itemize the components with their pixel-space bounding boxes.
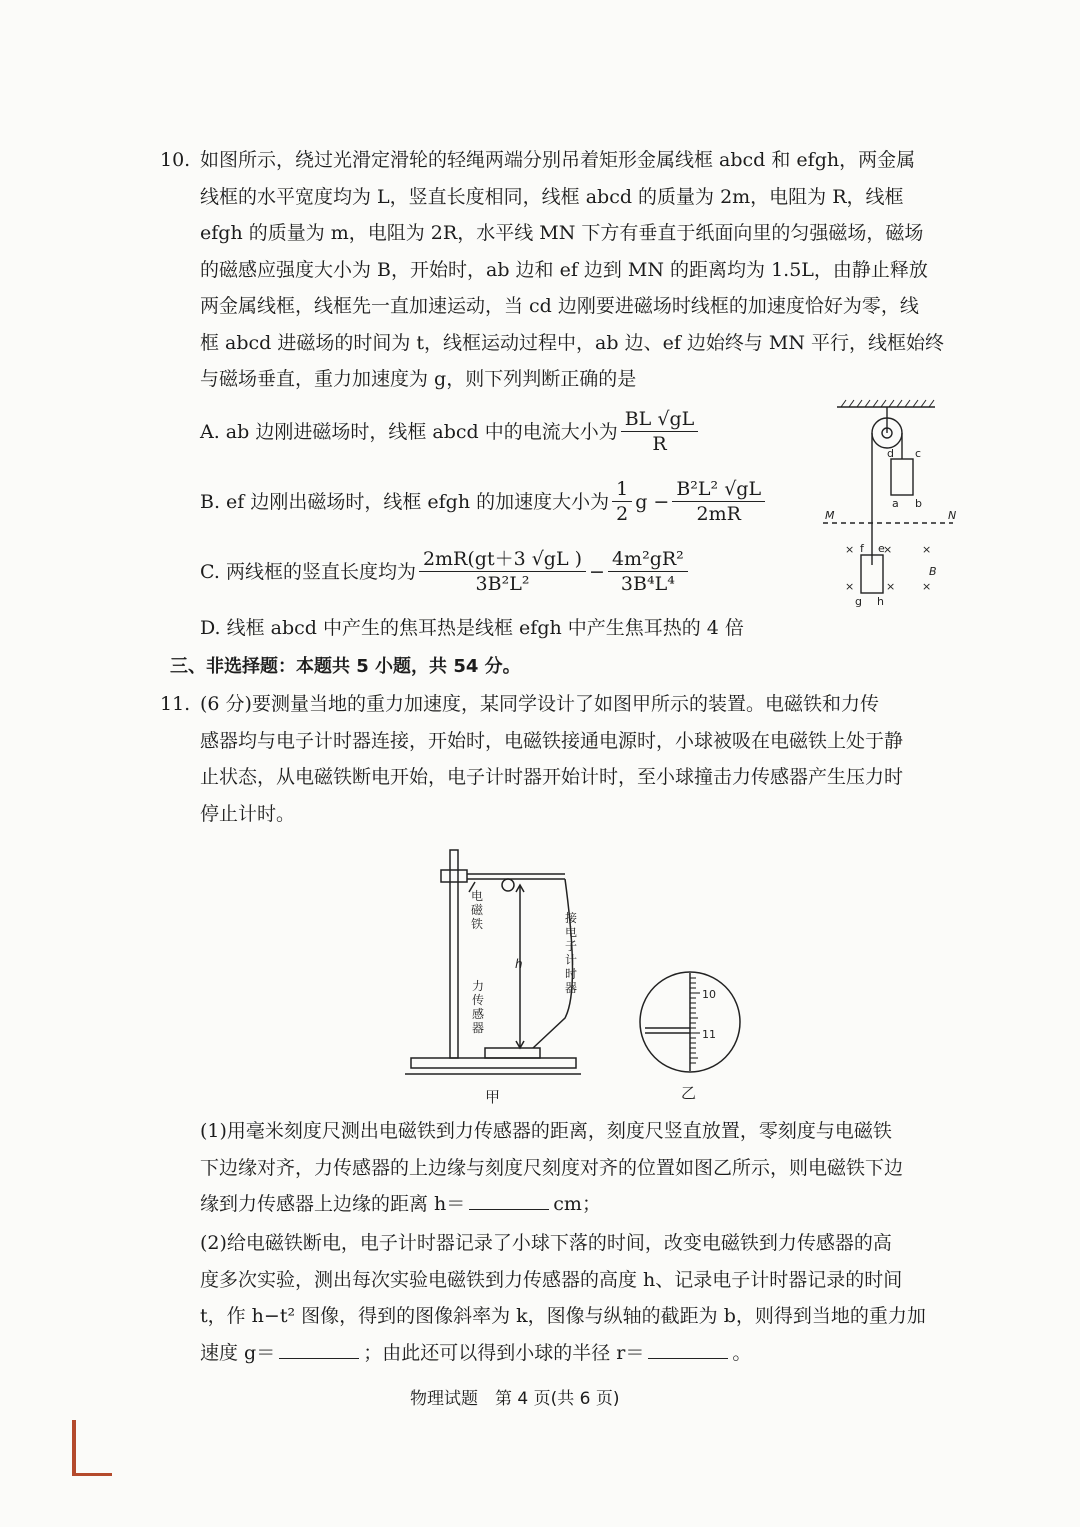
magnetic-field-crosses — [845, 543, 931, 593]
fraction-denominator: 2 — [616, 503, 629, 525]
option-b-fraction-2 — [672, 478, 765, 525]
label-g: g — [855, 595, 862, 608]
h-label: h — [515, 957, 523, 971]
q11-part2 — [200, 1225, 970, 1371]
q11-part1 — [200, 1113, 970, 1223]
magnet-label: 电磁铁 — [471, 889, 484, 931]
svg-text:×: × — [845, 543, 855, 556]
q10-line: 两金属线框，线框先一直加速运动，当 cd 边刚要进磁场时线框的加速度恰好为零，线 — [200, 295, 919, 317]
part2-line: (2)给电磁铁断电，电子计时器记录了小球下落的时间，改变电磁铁到力传感器的高 — [200, 1232, 892, 1254]
part2-text: ；由此还可以得到小球的半径 r＝ — [363, 1341, 645, 1364]
q10-line: 框 abcd 进磁场的时间为 t，线框运动过程中，ab 边、ef 边始终与 MN 平行，线框始终 — [200, 331, 945, 354]
figure-jia — [405, 840, 585, 1105]
part2-line: 度多次实验，测出每次实验电磁铁到力传感器的高度 h、记录电子计时器记录的时间 — [200, 1268, 903, 1291]
label-c: c — [915, 447, 922, 460]
option-c-fraction-2 — [608, 548, 688, 595]
fraction-denominator: 3B²L² — [475, 573, 530, 595]
fraction-numerator: 4m²gR² — [608, 548, 688, 572]
option-b-g: g − — [635, 490, 670, 513]
tick-11-label: 11 — [702, 1028, 716, 1041]
answer-blank-h[interactable] — [469, 1191, 549, 1210]
option-c-text: C. 两线框的竖直长度均为 — [200, 560, 416, 583]
q10-line: efgh 的质量为 m，电阻为 2R，水平线 MN 下方有垂直于纸面向里的匀强磁场，磁场 — [200, 222, 924, 244]
label-n: N — [948, 509, 957, 522]
option-c-minus: − — [589, 560, 605, 583]
part1-line: (1)用毫米刻度尺测出电磁铁到力传感器的距离，刻度尺竖直放置，零刻度与电磁铁 — [200, 1120, 892, 1142]
fraction-numerator: BL √gL — [621, 408, 699, 432]
q11-stem — [200, 686, 970, 832]
q10-option-b — [200, 478, 768, 525]
label-b: b — [915, 497, 922, 510]
base-board — [411, 1058, 576, 1068]
scan-edge-mark — [72, 1420, 76, 1475]
caption-yi: 乙 — [681, 1084, 697, 1102]
label-d: d — [887, 447, 894, 460]
part2-text: 。 — [732, 1341, 752, 1364]
label-f: f — [860, 542, 864, 555]
fraction-denominator: 2mR — [696, 503, 741, 525]
fraction-numerator: 1 — [612, 478, 632, 502]
timer-label: 接电子计时器 — [565, 911, 578, 995]
part1-text: 缘到力传感器上边缘的距离 h＝ — [200, 1193, 466, 1215]
part2-line: t，作 h−t² 图像，得到的图像斜率为 k，图像与纵轴的截距为 b，则得到当地的重力加 — [200, 1305, 926, 1327]
svg-text:×: × — [883, 543, 893, 556]
page-footer: 物理试题 第 4 页(共 6 页) — [410, 1389, 620, 1409]
scan-edge-mark-bottom — [72, 1473, 112, 1476]
q10-option-c — [200, 548, 691, 595]
q11-line: (6 分)要测量当地的重力加速度，某同学设计了如图甲所示的装置。电磁铁和力传 — [200, 693, 879, 715]
option-a-fraction — [621, 408, 699, 455]
q11-number: 11. — [160, 693, 191, 715]
q10-line: 如图所示，绕过光滑定滑轮的轻绳两端分别吊着矩形金属线框 abcd 和 efgh，两金属 — [200, 149, 916, 171]
svg-text:×: × — [886, 580, 896, 593]
fraction-denominator: 3B⁴L⁴ — [620, 573, 675, 595]
option-c-fraction-1 — [419, 548, 586, 595]
answer-blank-g[interactable] — [279, 1340, 359, 1359]
part2-line — [200, 1335, 970, 1372]
stand-rod — [450, 850, 458, 1058]
part1-line — [200, 1186, 970, 1223]
svg-text:×: × — [922, 543, 932, 556]
answer-blank-r[interactable] — [648, 1340, 728, 1359]
tick-10-label: 10 — [702, 988, 716, 1001]
figure-yi — [635, 970, 750, 1105]
part1-unit: cm； — [553, 1193, 601, 1215]
fraction-denominator: R — [652, 433, 667, 455]
q10-number: 10. — [160, 149, 191, 171]
label-b-field: B — [929, 565, 937, 578]
clamp — [441, 870, 467, 882]
svg-text:×: × — [922, 580, 932, 593]
force-sensor — [485, 1048, 540, 1058]
ruler-ticks — [690, 978, 700, 1063]
q10-option-d: D. 线框 abcd 中产生的焦耳热是线框 efgh 中产生焦耳热的 4 倍 — [200, 617, 744, 639]
q11-line: 停止计时。 — [200, 802, 296, 825]
q10-option-a — [200, 408, 701, 455]
label-e: e — [878, 542, 885, 555]
fraction-numerator: 2mR(gt＋3 √gL ) — [419, 548, 586, 572]
ball — [502, 879, 514, 891]
q11-line: 止状态，从电磁铁断电开始，电子计时器开始计时，至小球撞击力传感器产生压力时 — [200, 766, 904, 788]
frame-abcd — [891, 459, 913, 495]
part2-text: 速度 g＝ — [200, 1341, 276, 1364]
option-b-text: B. ef 边刚出磁场时，线框 efgh 的加速度大小为 — [200, 490, 610, 513]
part1-line: 下边缘对齐，力传感器的上边缘与刻度尺刻度对齐的位置如图乙所示，则电磁铁下边 — [200, 1156, 904, 1179]
sensor-label: 力传感器 — [472, 979, 485, 1035]
option-a-text: A. ab 边刚进磁场时，线框 abcd 中的电流大小为 — [200, 420, 618, 443]
q10-line: 与磁场垂直，重力加速度为 g，则下列判断正确的是 — [200, 368, 637, 390]
label-m: M — [825, 509, 835, 522]
label-a: a — [892, 497, 899, 510]
caption-jia: 甲 — [485, 1088, 501, 1105]
q10-line: 的磁感应强度大小为 B，开始时，ab 边和 ef 边到 MN 的距离均为 1.5L，由静止释放 — [200, 258, 928, 281]
section-heading: 三、非选择题：本题共 5 小题，共 54 分。 — [170, 656, 521, 677]
label-h: h — [877, 595, 884, 608]
q10-stem — [200, 142, 970, 398]
svg-text:×: × — [845, 580, 855, 593]
q10-line: 线框的水平宽度均为 L，竖直长度相同，线框 abcd 的质量为 2m，电阻为 R，线框 — [200, 185, 904, 208]
magnet-char: 电 — [471, 889, 484, 903]
q11-line: 感器均与电子计时器连接，开始时，电磁铁接通电源时，小球被吸在电磁铁上处于静 — [200, 729, 904, 752]
fraction-numerator: B²L² √gL — [672, 478, 765, 502]
pulley-figure — [815, 395, 965, 615]
option-b-fraction-1 — [612, 478, 632, 525]
